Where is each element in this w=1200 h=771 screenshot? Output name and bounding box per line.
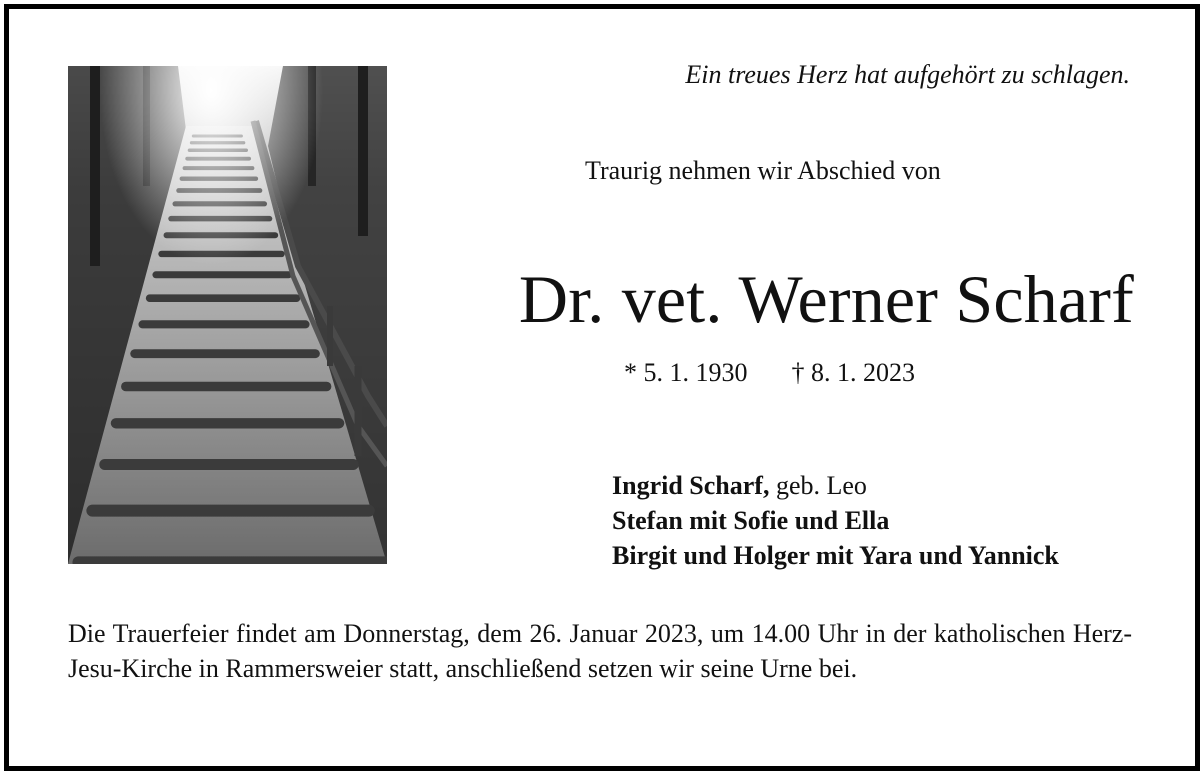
mourner-line [612, 538, 1059, 573]
deceased-name: Dr. vet. Werner Scharf [518, 261, 1134, 337]
birth-date: * 5. 1. 1930 [624, 358, 748, 387]
mourners-list [612, 468, 1059, 573]
farewell-intro: Traurig nehmen wir Abschied von [585, 156, 941, 185]
mourner-detail: geb. Leo [769, 471, 867, 500]
mourner-name: Ingrid Scharf, [612, 471, 770, 500]
forest-stairs-photo [68, 66, 387, 564]
life-dates [624, 358, 915, 388]
mourner-name: Stefan mit Sofie und Ella [612, 506, 890, 535]
mourner-line [612, 468, 1059, 503]
forest-stairs-image [68, 66, 387, 564]
mourner-name: Birgit und Holger mit Yara und Yannick [612, 541, 1059, 570]
mourner-line [612, 503, 1059, 538]
funeral-notice: Die Trauerfeier findet am Donnerstag, dem 26. Januar 2023, um 14.00 Uhr in der katholischen Herz-Jesu-Kirche in Rammersweier statt, anschließend setzen wir seine Urne bei. [68, 619, 1132, 683]
memorial-quote: Ein treues Herz hat aufgehört zu schlagen. [685, 60, 1130, 89]
death-date: † 8. 1. 2023 [791, 358, 915, 387]
